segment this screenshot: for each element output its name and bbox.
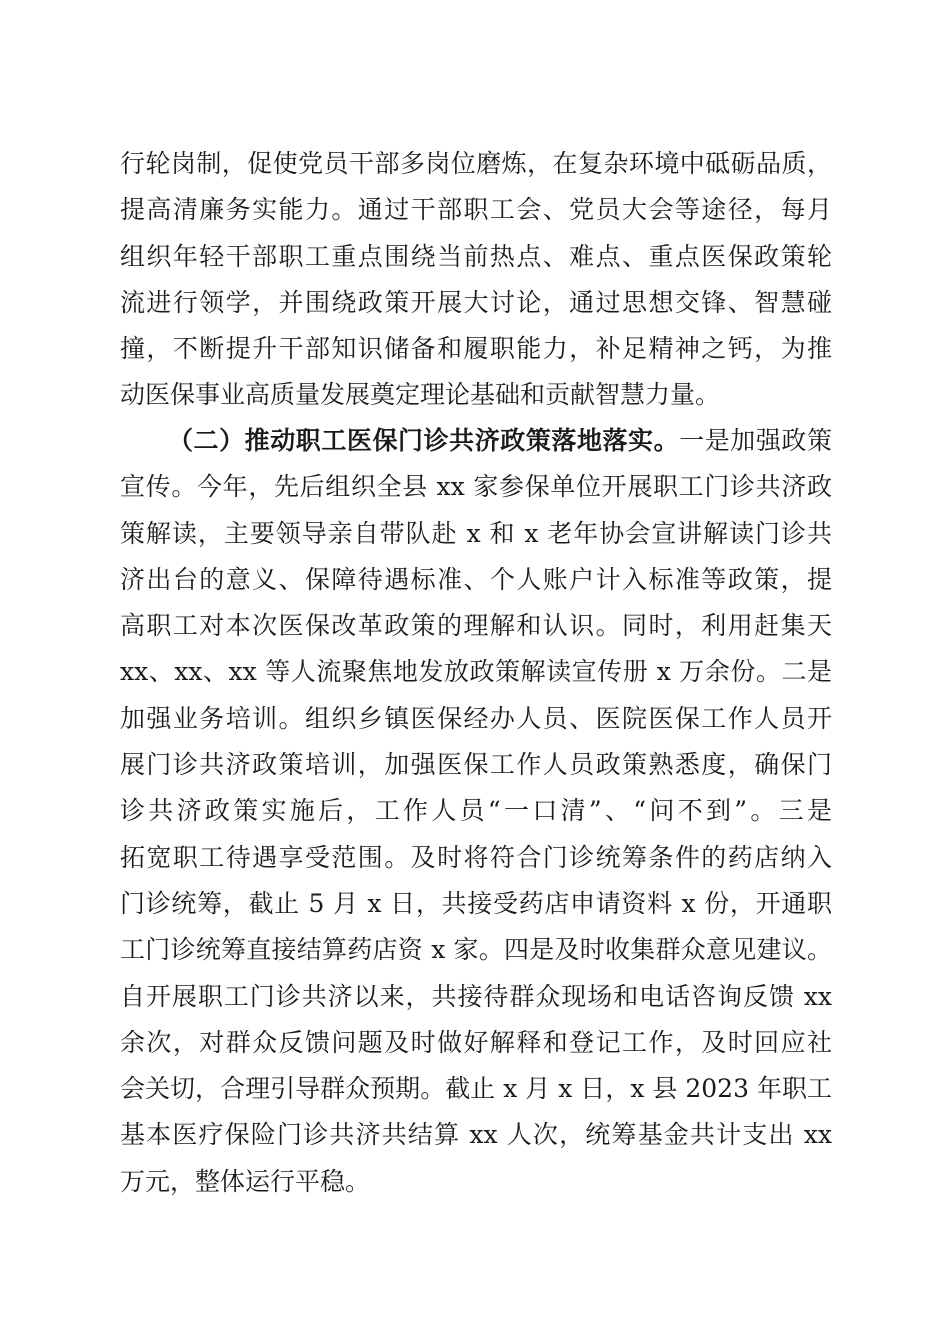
paragraph-2-line: 自开展职工门诊共济以来，共接待群众现场和电话咨询反馈 xx [120, 981, 832, 1011]
paragraph-2-line: 基本医疗保险门诊共济共结算 xx 人次，统筹基金共计支出 xx [120, 1120, 832, 1150]
paragraph-2-line: 工门诊统筹直接结算药店资 x 家。四是及时收集群众意见建议。 [120, 935, 832, 965]
paragraph-1-line: 组织年轻干部职工重点围绕当前热点、难点、重点医保政策轮 [120, 241, 832, 271]
paragraph-2-line: 万元，整体运行平稳。 [120, 1166, 371, 1196]
paragraph-1-line: 行轮岗制，促使党员干部多岗位磨炼，在复杂环境中砥砺品质， [120, 149, 832, 178]
paragraph-1-line: 动医保事业高质量发展奠定理论基础和贡献智慧力量。 [120, 380, 721, 410]
paragraph-2-line: xx、xx、xx 等人流聚焦地发放政策解读宣传册 x 万余份。二是 [120, 657, 832, 687]
paragraph-2-line: 门诊统筹，截止 5 月 x 日，共接受药店申请资料 x 份，开通职 [120, 888, 832, 918]
paragraph-2-line: 展门诊共济政策培训，加强医保工作人员政策熟悉度，确保门 [120, 750, 832, 780]
paragraph-2-line: 余次，对群众反馈问题及时做好解释和登记工作，及时回应社 [120, 1027, 832, 1057]
paragraph-2-line: 拓宽职工待遇享受范围。及时将符合门诊统筹条件的药店纳入 [120, 842, 832, 872]
paragraph-1-line: 撞，不断提升干部知识储备和履职能力，补足精神之钙，为推 [120, 334, 832, 364]
paragraph-2-line: 诊共济政策实施后，工作人员“一口清”、“问不到”。三是 [120, 796, 832, 826]
paragraph-2-first-line-text: 一是加强政策 [679, 426, 832, 455]
paragraph-1 [120, 141, 832, 419]
paragraph-2-first-line [120, 418, 832, 464]
paragraph-2-line: 宣传。今年，先后组织全县 xx 家参保单位开展职工门诊共济政 [120, 472, 832, 502]
paragraph-2-line: 策解读，主要领导亲自带队赴 x 和 x 老年协会宣讲解读门诊共 [120, 518, 832, 548]
paragraph-2 [120, 418, 832, 1205]
paragraph-2-line: 高职工对本次医保改革政策的理解和认识。同时，利用赶集天 [120, 611, 832, 641]
section-heading: （二）推动职工医保门诊共济政策落地落实。 [168, 426, 680, 455]
paragraph-2-line: 济出台的意义、保障待遇标准、个人账户计入标准等政策，提 [120, 564, 832, 594]
paragraph-1-line: 流进行领学，并围绕政策开展大讨论，通过思想交锋、智慧碰 [120, 287, 832, 317]
paragraph-2-line: 会关切，合理引导群众预期。截止 x 月 x 日，x 县 2023 年职工 [120, 1074, 832, 1104]
paragraph-1-line: 提高清廉务实能力。通过干部职工会、党员大会等途径，每月 [120, 195, 832, 225]
paragraph-2-line: 加强业务培训。组织乡镇医保经办人员、医院医保工作人员开 [120, 703, 832, 733]
